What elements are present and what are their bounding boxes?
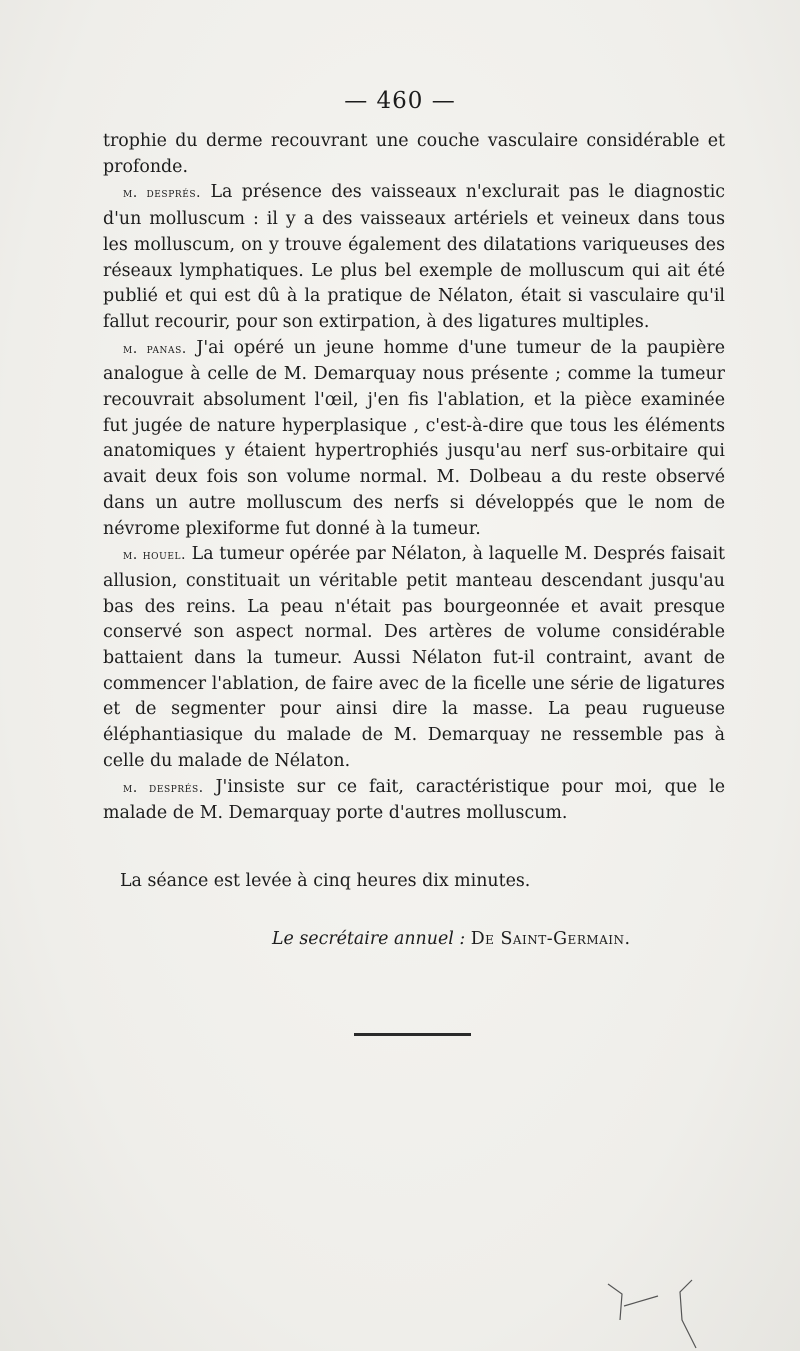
paragraph-text: J'ai opéré un jeune homme d'une tumeur de la paupière analogue à celle de M. Demarquay nous présente ; comme la tumeur recouvrait absolument l'œil, j'en fis l'ablation, et la pièce examinée fut jugée de nature hyperplasique , c'est-à-dire que tous les éléments anatomiques y étaient hypertrophiés jusqu'au nerf sus-orbitaire qui avait deux fois son volume normal. M. Dolbeau a du reste observé dans un autre molluscum des nerfs si développés que le nom de névrome plexiforme fut donné à la tumeur.	[103, 337, 726, 539]
speaker-name: m. panas.	[123, 340, 187, 357]
signature-name: De Saint-Germain.	[470, 929, 631, 949]
closing-line: La séance est levée à cinq heures dix minutes.	[120, 871, 531, 891]
speaker-name: m. després.	[123, 779, 204, 796]
paragraph-text: La tumeur opérée par Nélaton, à laquelle M. Després faisait allusion, constituait un véritable petit manteau descendant jusqu'au bas des reins. La peau n'était pas bourgeonnée et avait presque conservé son aspect normal. Des artères de volume considérable battaient dans la tumeur. Aussi Nélaton fut-il contraint, avant de commencer l'ablation, de faire avec de la ficelle une série de ligatures et de segmenter pour ainsi dire la masse. La peau rugueuse éléphantiasique du malade de M. Demarquay ne ressemble pas à celle du malade de Nélaton.	[103, 544, 725, 771]
pencil-marks-icon	[600, 1270, 710, 1351]
body-text	[103, 129, 725, 827]
paragraph-houel	[103, 542, 725, 774]
speaker-name: m. houel.	[123, 547, 186, 564]
signature-role: Le secrétaire annuel :	[272, 929, 466, 949]
paragraph-panas	[103, 336, 725, 543]
paragraph-text: J'insiste sur ce fait, caractéristique pour moi, que le malade de M. Demarquay porte d'autres molluscum.	[103, 776, 725, 824]
page-number: — 460 —	[344, 88, 456, 114]
speaker-name: m. després.	[123, 185, 202, 202]
paragraph-despres-1	[103, 180, 725, 335]
paragraph-despres-2	[103, 775, 725, 827]
paragraph-text: trophie du derme recouvrant une couche vasculaire considérable et profonde.	[103, 131, 725, 177]
closing-rule	[354, 1033, 471, 1036]
paragraph-continuation	[103, 129, 725, 180]
signature-line	[272, 929, 631, 949]
paragraph-text: La présence des vaisseaux n'exclurait pas le diagnostic d'un molluscum : il y a des vaisseaux artériels et veineux dans tous les molluscum, on y trouve également des dilatations variqueuses des réseaux lymphatiques. Le plus bel exemple de molluscum qui ait été publié et qui est dû à la pratique de Nélaton, était si vasculaire qu'il fallut recourir, pour son extirpation, à des ligatures multiples.	[103, 182, 725, 332]
